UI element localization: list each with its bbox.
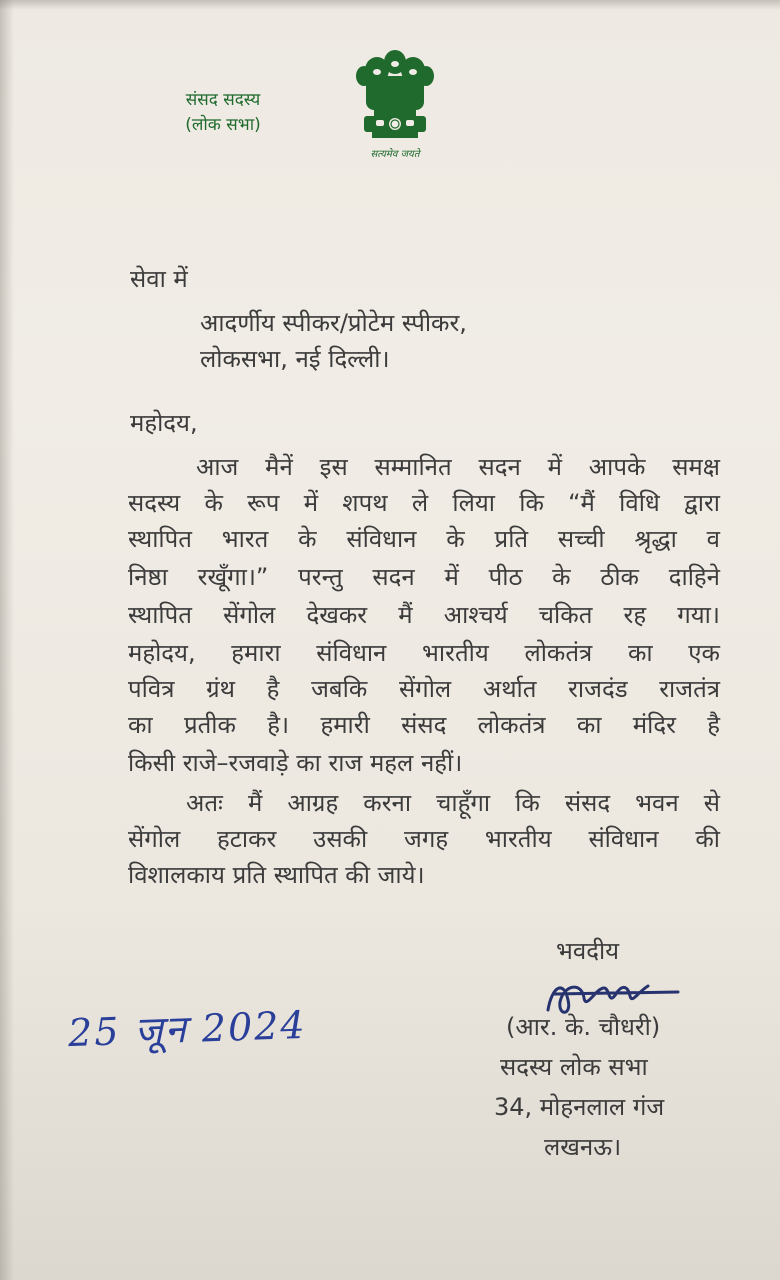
handwritten-date: 25 जून 2024 [67, 1002, 308, 1056]
paper-top-shadow [0, 0, 780, 10]
sender-title: सदस्य लोक सभा [500, 1053, 648, 1081]
body-line: निष्ठा रखूँगा।” परन्तु सदन में पीठ के ठीक दाहिने [128, 563, 720, 591]
letterhead-title [168, 88, 278, 138]
greeting: महोदय, [130, 409, 198, 437]
body-line: महोदय, हमारा संविधान भारतीय लोकतंत्र का एक [128, 639, 720, 667]
letterhead-line-2: (लोक सभा) [185, 115, 261, 135]
letterhead-line-1: संसद सदस्य [185, 90, 261, 110]
body-line: अतः मैं आग्रह करना चाहूँगा कि संसद भवन से [186, 789, 720, 817]
sender-address-line-1: 34, मोहनलाल गंज [494, 1093, 665, 1121]
body-line: पवित्र ग्रंथ है जबकि सेंगोल अर्थात राजदंड राजतंत्र [128, 675, 720, 703]
salutation-prefix: सेवा में [130, 265, 188, 293]
body-line: विशालकाय प्रति स्थापित की जाये। [128, 861, 425, 889]
body-line: सेंगोल हटाकर उसकी जगह भारतीय संविधान की [128, 825, 720, 853]
body-line: का प्रतीक है। हमारी संसद लोकतंत्र का मंदिर है [128, 711, 720, 739]
sender-name: (आर. के. चौधरी) [506, 1013, 661, 1041]
body-line: आज मैनें इस सम्मानित सदन में आपके समक्ष [196, 453, 720, 481]
emblem-motto: सत्यमेव जयते [370, 149, 420, 160]
recipient-line-2: लोकसभा, नई दिल्ली। [200, 345, 390, 373]
body-line: स्थापित भारत के संविधान के प्रति सच्ची श्रृद्धा व [128, 525, 720, 553]
body-line: सदस्य के रूप में शपथ ले लिया कि “मैं विधि द्वारा [128, 489, 720, 517]
paper-edge-shadow [0, 0, 14, 1280]
body-line: किसी राजे–रजवाड़े का राज महल नहीं। [128, 749, 463, 777]
body-line: स्थापित सेंगोल देखकर मैं आश्चर्य चकित रह गया। [128, 601, 720, 629]
sender-address-line-2: लखनऊ। [544, 1133, 622, 1161]
closing: भवदीय [556, 937, 620, 965]
recipient-line-1: आदर्णीय स्पीकर/प्रोटेम स्पीकर, [200, 309, 467, 337]
